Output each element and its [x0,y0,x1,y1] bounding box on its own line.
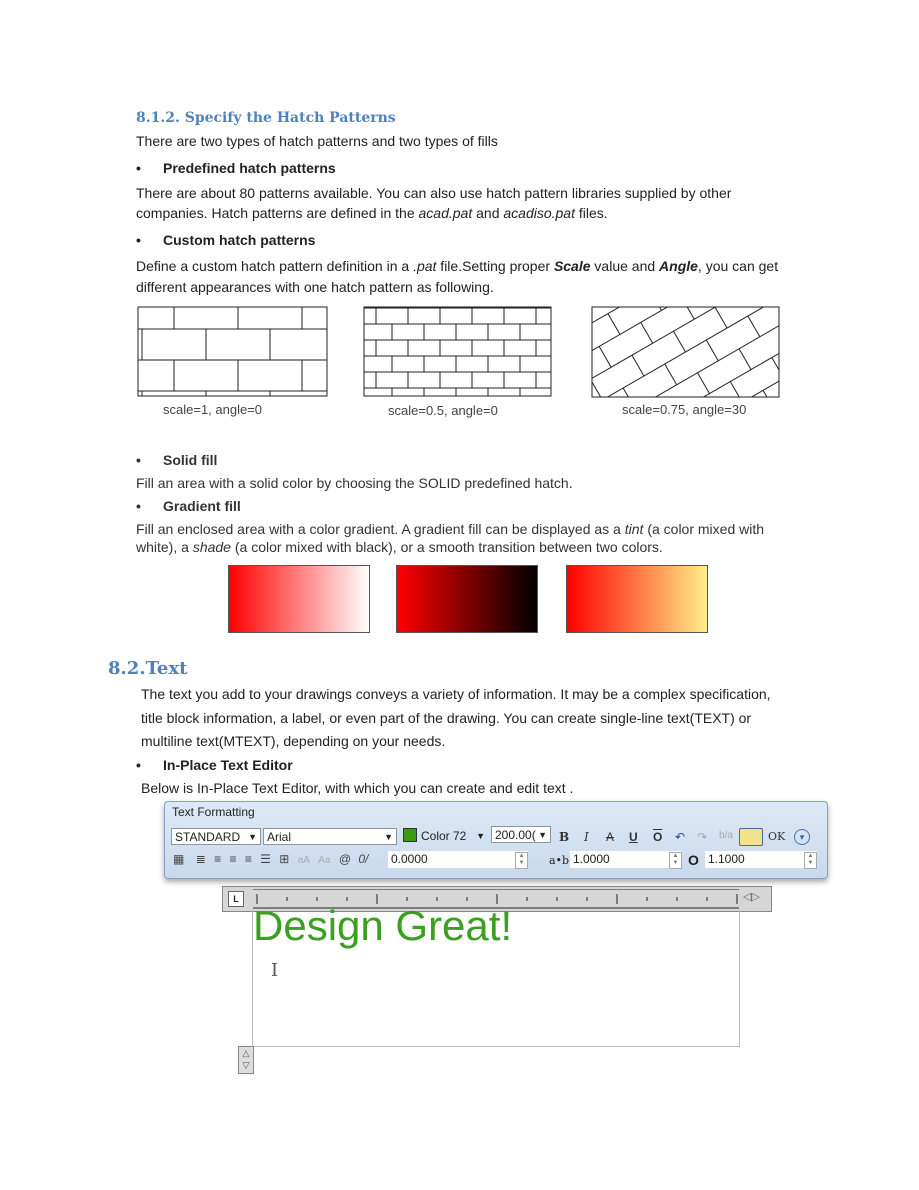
bullet-predefined: • Predefined hatch patterns [163,160,336,176]
text: tint [624,521,644,537]
align-left-icon[interactable]: ≡ [214,852,222,866]
ok-button[interactable]: OK [768,830,786,843]
underline-icon[interactable]: U [629,830,638,844]
text: acadiso.pat [503,205,575,221]
format-buttons [557,830,827,848]
paragraph [136,539,663,555]
hatch-scale075-angle30 [426,127,919,420]
tab-type-button[interactable]: L [228,891,244,907]
gradient-two-color [566,565,708,633]
oblique-angle-field[interactable] [388,851,528,868]
caption: scale=1, angle=0 [163,402,263,417]
paragraph: different appearances with one hatch pattern as following. [136,279,494,295]
lowercase-icon[interactable]: Aa [318,855,331,866]
text-height-dropdown[interactable] [491,826,551,843]
height-value: 200.00( [495,828,536,842]
text: white), a [136,539,193,555]
symbol-icon[interactable]: @ [338,852,352,866]
width-factor-field[interactable] [705,851,817,868]
options-chevron-icon[interactable]: ▾ [794,829,810,845]
paragraph: multiline text(MTEXT), depending on your needs. [141,733,446,749]
height-resize-handle-icon[interactable]: △ ▽ [238,1046,254,1074]
text: companies. Hatch patterns are defined in the [136,205,419,221]
hatch-scale05-angle0 [344,308,551,404]
text: .pat [413,258,437,274]
caption: scale=0.5, angle=0 [388,403,498,418]
ruler-toggle-icon[interactable] [739,828,763,846]
section-heading: 8.1.2. Specify the Hatch Patterns [136,110,396,126]
paragraph: The text you add to your drawings conveys a variety of information. It may be a complex specification, [141,686,771,702]
width-value: 1.1000 [708,852,745,866]
paragraph-buttons [173,852,368,866]
text: (a color mixed with [643,521,765,537]
text-edit-area[interactable] [252,902,740,1047]
text: (a color mixed with black), or a smooth transition between two colors. [230,539,663,555]
columns-icon[interactable]: ▦ [173,852,185,866]
text: shade [192,539,231,555]
text: Scale [553,258,591,274]
spinner-icon[interactable]: ▲ ▼ [669,852,682,869]
text: , you can get [697,258,779,274]
style-dropdown[interactable] [171,828,261,845]
spinner-icon[interactable]: ▲ ▼ [515,852,528,869]
tracking-icon: a•b [549,854,570,867]
undo-icon[interactable]: ↶ [675,830,686,844]
uppercase-icon[interactable]: aA [297,855,310,866]
italic-icon[interactable]: I [584,830,589,844]
align-right-icon[interactable]: ≡ [244,852,252,866]
ruler-resize-icon[interactable]: ◁▷ [743,891,760,903]
color-dropdown[interactable] [400,828,488,845]
width-factor-icon: O [688,852,699,868]
caption: scale=0.75, angle=30 [622,402,747,417]
paragraph: Below is In-Place Text Editor, with which you can create and edit text . [141,780,574,796]
spinner-icon[interactable]: ▲ ▼ [804,852,817,869]
style-value: STANDARD [175,830,241,844]
overline-icon[interactable]: $\overline{O}$ [653,830,663,844]
bullet-custom: • Custom hatch patterns [163,232,315,248]
justify-icon[interactable]: ≣ [195,852,206,866]
editor-text[interactable]: Design Great! [253,902,513,949]
hatch-pattern-figures [0,0,919,420]
paragraph: Fill an area with a solid color by choosing the SOLID predefined hatch. [136,475,573,491]
chevron-down-icon: ▼ [476,831,485,841]
strikethrough-icon[interactable]: A [606,830,615,844]
gradient-shade [396,565,538,633]
text: and [472,205,504,221]
bullet-in-place-editor: • In-Place Text Editor [163,757,293,773]
text-formatting-toolbar [164,801,828,879]
stack-icon[interactable]: b/a [719,830,733,841]
section-heading: 8.2.Text [108,658,188,679]
bold-icon[interactable]: B [559,830,570,844]
bullet-solid-fill: • Solid fill [163,452,217,468]
redo-icon[interactable]: ↷ [697,830,708,844]
intro-text: There are two types of hatch patterns and two types of fills [136,133,498,149]
text-cursor-icon: I [271,960,279,981]
chevron-down-icon: ▼ [384,832,393,842]
color-swatch [403,828,417,842]
text: Angle [659,258,698,274]
tracking-value: 1.0000 [573,852,610,866]
oblique-value: 0.0000 [391,852,428,866]
chevron-down-icon: ▼ [248,832,257,842]
font-value: Arial [267,830,292,844]
tracking-field[interactable] [570,851,682,868]
font-dropdown[interactable] [263,828,397,845]
oblique-angle-icon: 0/ [358,852,369,866]
color-value: Color 72 [421,829,467,843]
text: files. [574,205,608,221]
paragraph: There are about 80 patterns available. You can also use hatch pattern libraries supplied by other [136,185,732,201]
insert-field-icon[interactable]: ⊞ [279,852,290,866]
bullet-gradient-fill: • Gradient fill [163,498,241,514]
toolbar-title: Text Formatting [172,805,255,819]
gradient-tint [228,565,370,633]
text: Define a custom hatch pattern definition in a [136,258,414,274]
chevron-down-icon: ▼ [538,830,547,840]
paragraph: title block information, a label, or even part of the drawing. You can create single-line text(TEXT) or [141,710,752,726]
text: Fill an enclosed area with a color gradient. A gradient fill can be displayed as a [136,521,625,537]
paragraph [136,521,764,537]
align-center-icon[interactable]: ≡ [229,852,237,866]
text: acad.pat [418,205,473,221]
text: value and [590,258,660,274]
numbering-icon[interactable]: ☰ [260,852,271,866]
text: file.Setting proper [436,258,554,274]
